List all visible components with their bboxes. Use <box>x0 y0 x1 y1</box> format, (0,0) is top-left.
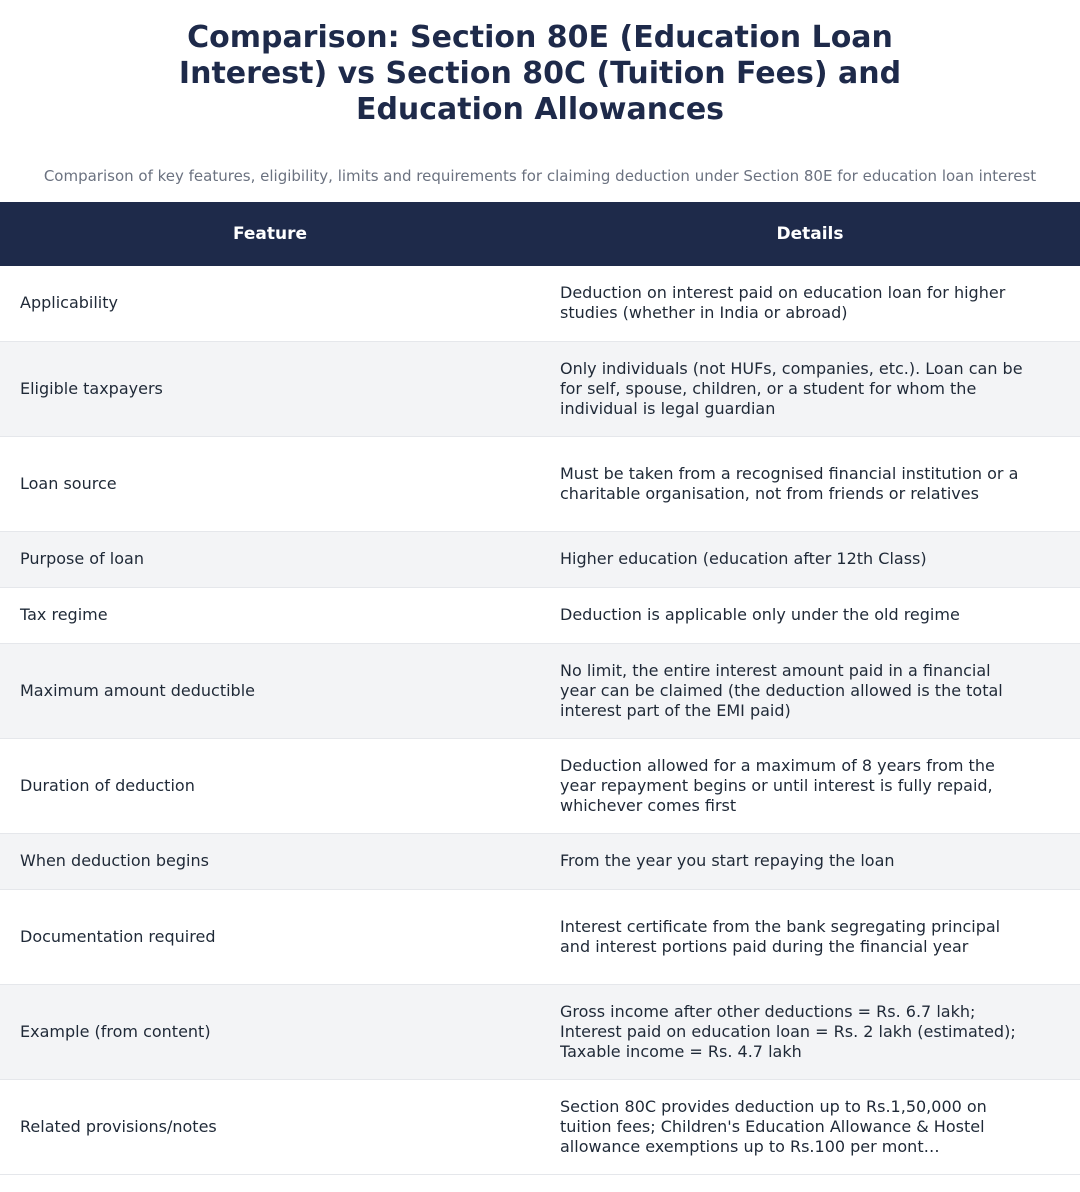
details-text: Higher education (education after 12th Class) <box>560 549 927 568</box>
details-text: Interest certificate from the bank segregating principal and interest portions paid during the financial year <box>560 916 1001 956</box>
table-row <box>0 833 1080 889</box>
details-text: Deduction allowed for a maximum of 8 years from the year repayment begins or until interest is fully repaid, whichever comes first <box>560 755 995 815</box>
table-row <box>0 984 1080 1079</box>
feature-cell: Duration of deduction <box>20 775 195 795</box>
feature-cell: Example (from content) <box>20 1021 211 1041</box>
feature-cell: When deduction begins <box>20 851 209 870</box>
feature-cell: Maximum amount deductible <box>20 680 255 700</box>
table-header-row <box>0 202 1080 266</box>
details-text: From the year you start repaying the loan <box>560 851 895 870</box>
details-cell <box>540 436 1080 531</box>
page-subtitle: Comparison of key features, eligibility, limits and requirements for claiming deduction under Section 80E for education loan interest <box>43 167 1037 185</box>
feature-cell: Applicability <box>20 293 118 313</box>
table-row <box>0 738 1080 833</box>
feature-cell: Purpose of loan <box>20 549 144 568</box>
feature-cell: Loan source <box>20 473 117 493</box>
table-row <box>0 587 1080 643</box>
details-cell <box>540 1079 1080 1174</box>
table-row <box>0 436 1080 531</box>
details-cell <box>540 531 1080 587</box>
column-header-feature: Feature <box>232 224 308 244</box>
page-title: Comparison: Section 80E (Education Loan Interest) vs Section 80C (Tuition Fees) and Education Allowances <box>178 20 902 127</box>
details-text: No limit, the entire interest amount paid in a financial year can be claimed (the deduction allowed is the total interest part of the EMI paid) <box>560 660 1003 720</box>
column-header-details: Details <box>776 224 844 244</box>
details-cell <box>540 266 1080 341</box>
details-cell <box>540 587 1080 643</box>
table-row <box>0 643 1080 738</box>
details-text: Only individuals (not HUFs, companies, etc.). Loan can be for self, spouse, children, or a student for whom the individual is legal guardian <box>560 358 1023 418</box>
details-cell <box>540 984 1080 1079</box>
table-row <box>0 531 1080 587</box>
details-text: Section 80C provides deduction up to Rs.1,50,000 on tuition fees; Children's Education Allowance & Hostel allowance exemptions up to Rs.100 per mont… <box>560 1096 987 1156</box>
table-header <box>0 202 1080 266</box>
table-row <box>0 341 1080 436</box>
table-row <box>0 266 1080 341</box>
table-row <box>0 1079 1080 1174</box>
details-cell <box>540 738 1080 833</box>
table-body <box>0 266 1080 1174</box>
details-cell <box>540 889 1080 984</box>
details-text: Must be taken from a recognised financial institution or a charitable organisation, not from friends or relatives <box>560 463 1019 503</box>
details-cell <box>540 643 1080 738</box>
table-row <box>0 889 1080 984</box>
details-text: Deduction is applicable only under the old regime <box>560 605 960 624</box>
comparison-table <box>0 202 1080 1175</box>
feature-cell: Tax regime <box>20 605 108 624</box>
feature-cell: Documentation required <box>20 926 216 946</box>
details-cell <box>540 833 1080 889</box>
feature-cell: Eligible taxpayers <box>20 378 163 398</box>
details-cell <box>540 341 1080 436</box>
details-text: Deduction on interest paid on education loan for higher studies (whether in India or abroad) <box>560 283 1006 323</box>
details-text: Gross income after other deductions = Rs. 6.7 lakh; Interest paid on education loan = Rs. 2 lakh (estimated); Taxable income = Rs. 4.7 lakh <box>560 1001 1016 1061</box>
feature-cell: Related provisions/notes <box>20 1116 217 1136</box>
